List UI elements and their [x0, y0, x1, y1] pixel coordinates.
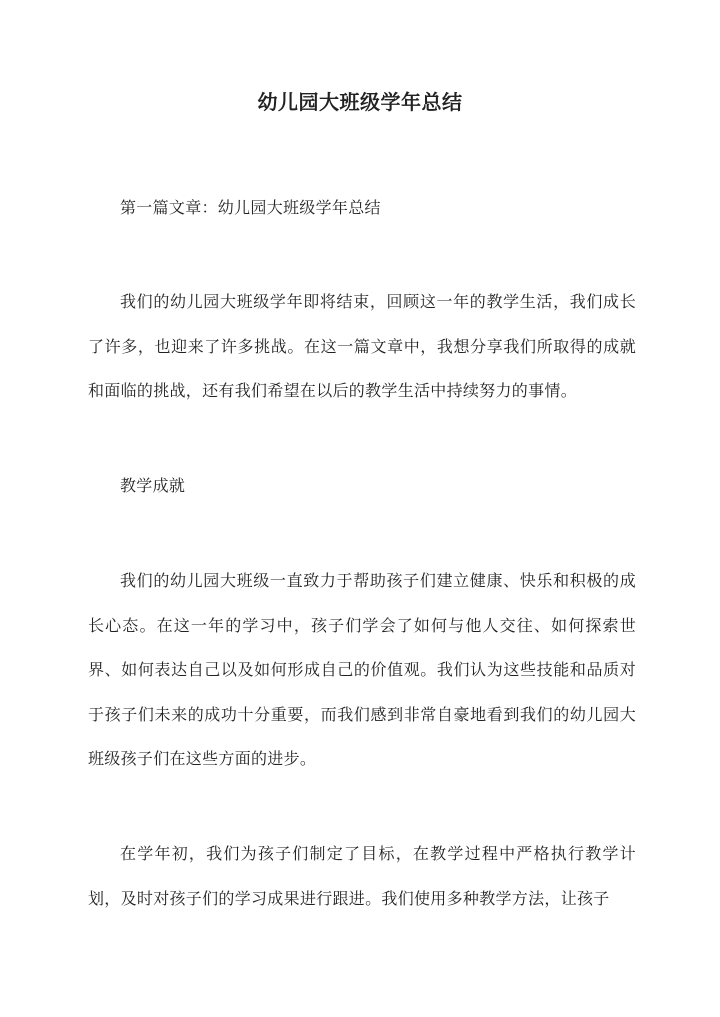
intro-paragraph: 我们的幼儿园大班级学年即将结束，回顾这一年的教学生活，我们成长了许多，也迎来了许多挑战。在这一篇文章中，我想分享我们所取得的成就和面临的挑战，还有我们希望在以后的教学生活中持续努力的事情。 [88, 292, 636, 400]
document-title: 幼儿园大班级学年总结 [257, 90, 463, 114]
goals-paragraph: 在学年初，我们为孩子们制定了目标，在教学过程中严格执行教学计划，及时对孩子们的学习成果进行跟进。我们使用多种教学方法，让孩子 [88, 844, 636, 908]
section-heading-achievements: 教学成就 [120, 476, 186, 495]
article-subtitle: 第一篇文章：幼儿园大班级学年总结 [120, 198, 381, 217]
achievements-paragraph: 我们的幼儿园大班级一直致力于帮助孩子们建立健康、快乐和积极的成长心态。在这一年的学习中，孩子们学会了如何与他人交往、如何探索世界、如何表达自己以及如何形成自己的价值观。我们认为这些技能和品质对于孩子们未来的成功十分重要，而我们感到非常自豪地看到我们的幼儿园大班级孩子们在这些方面的进步。 [88, 571, 636, 768]
